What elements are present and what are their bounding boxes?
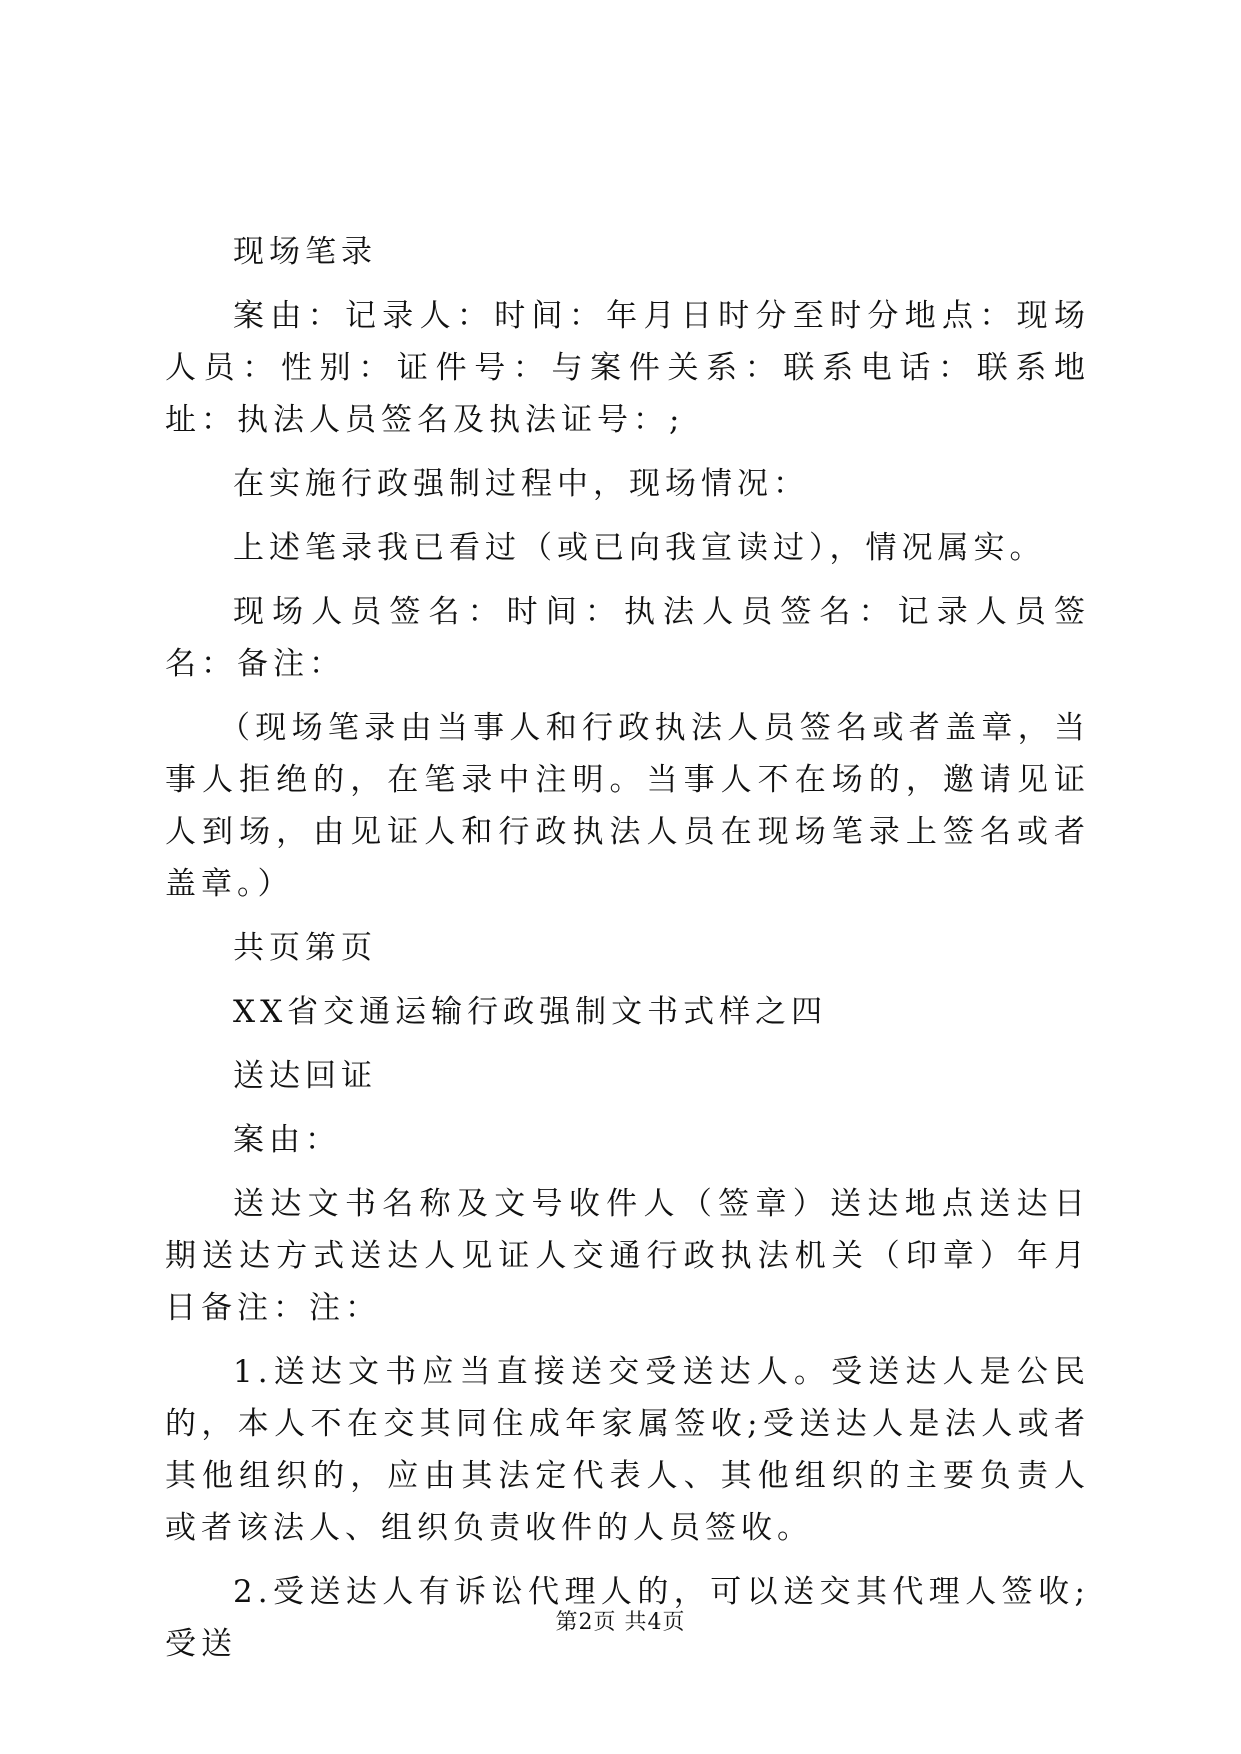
scene-situation: 在实施行政强制过程中，现场情况： [233,466,809,502]
heading-delivery-receipt: 送达回证 [233,1058,377,1094]
signature-fields: 现场人员签名：时间：执法人员签名：记录人员签名：备注： [165,594,1090,682]
delivery-fields: 送达文书名称及文号收件人（签章）送达地点送达日期送达方式送达人见证人交通行政执法机关（印章）年月日备注：注： [165,1186,1090,1326]
document-body [165,226,1090,1682]
form-series-title: XX省交通运输行政强制文书式样之四 [233,994,828,1030]
delivery-case-reason: 案由： [233,1122,341,1158]
scene-record-fields: 案由：记录人：时间：年月日时分至时分地点：现场人员：性别：证件号：与案件关系：联系电话：联系地址：执法人员签名及执法证号：; [165,298,1090,438]
page-count-line: 共页第页 [233,930,377,966]
note-item-1: 1.送达文书应当直接送交受送达人。受送达人是公民的，本人不在交其同住成年家属签收;受送达人是法人或者其他组织的，应由其法定代表人、其他组织的主要负责人或者该法人、组织负责收件的人员签收。 [165,1354,1090,1546]
note-item-2: 2.受送达人有诉讼代理人的，可以送交其代理人签收;受送 [165,1574,1090,1662]
confirmation-statement: 上述笔录我已看过（或已向我宣读过），情况属实。 [233,530,1046,566]
heading-scene-record: 现场笔录 [233,234,377,270]
scene-record-note: （现场笔录由当事人和行政执法人员签名或者盖章，当事人拒绝的，在笔录中注明。当事人不在场的，邀请见证人到场，由见证人和行政执法人员在现场笔录上签名或者盖章。） [165,710,1090,902]
page-footer: 第2页 共4页 [555,1610,686,1635]
